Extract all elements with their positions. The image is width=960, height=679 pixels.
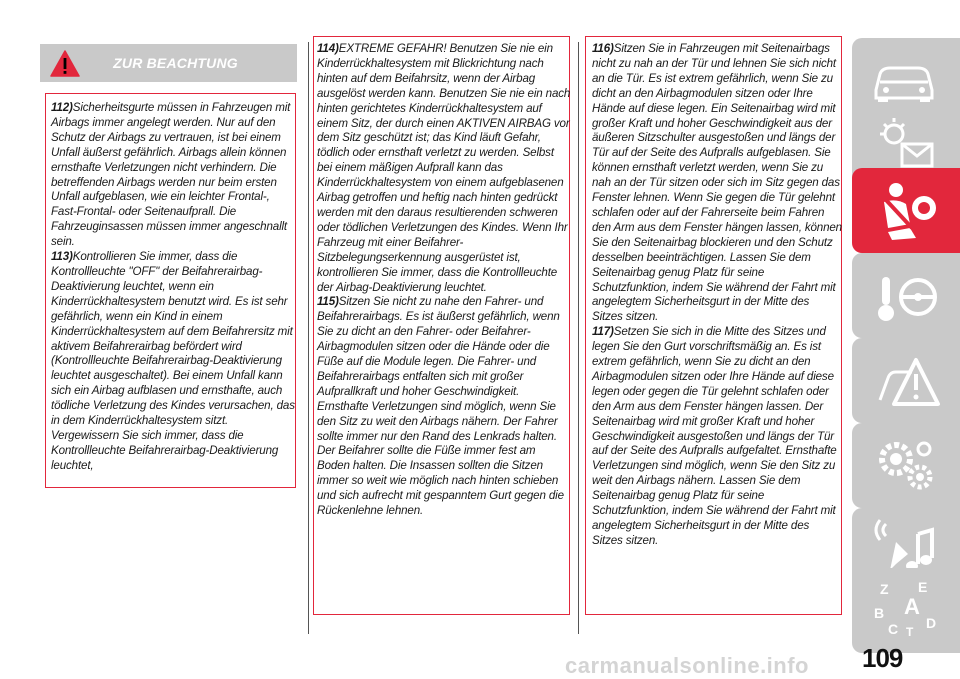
svg-text:T: T [906, 625, 914, 639]
note-113: 113)Kontrollieren Sie immer, dass die Kontrollleuchte "OFF" der Beifahrerairbag-Deaktivierung leuchtet, wenn ein Kinderrückhaltesystem benutzt wird. Es ist sehr gefährlich, wenn ein Kind in einem Kinderrückhaltesystem auf dem Beifahrersitz mit aktivem Beifahrerairbag befördert wird (Kontrollleuchte Beifahrerairbag-Deaktivierung leuchtet ausgeschaltet). Bei einem Unfall kann sich ein Airbag aufblasen und ernsthafte, auch tödliche Verletzung des Kindes verursachen, das in dem Kinderrückhaltesystem sitzt. Vergewissern Sie sich immer, dass die Kontrollleuchte Beifahrerairbag-Deaktivierung leuchtet, [51, 250, 295, 472]
note-112: 112)Sicherheitsgurte müssen in Fahrzeugen mit Airbags immer angelegt werden. Nur auf den Schutz der Airbags zu vertrauen, ist bei einem Unfall äußerst gefährlich. Airbags allein können ernsthafte Verletzungen nicht verhindern. Die betreffenden Airbags werden nur beim ersten Unfall aufgeblasen, wie ein leichter Frontal-, Fast-Frontal- oder Seitenaufprall. Die Fahrzeuginsassen müssen immer angeschnallt sein. [51, 101, 291, 249]
index-letters-icon [866, 578, 946, 642]
svg-text:D: D [926, 615, 937, 631]
warning-title: ZUR BEACHTUNG [113, 55, 238, 71]
note-114: 114)EXTREME GEFAHR! Benutzen Sie nie ein Kinderrückhaltesystem mit Blickrichtung nach hinten auf dem Beifahrsitz, wenn der Airbag ausgelöst werden kann. Benutzen Sie nie ein nach hinten gerichtetes Kinderrückhaltesystem auf einem Sitz, der durch einen AKTIVEN AIRBAG vor dem Sitz geschützt ist; das Kind läuft Gefahr, tödlich oder ernsthaft verletzt zu werden. Selbst bei einem mäßigen Aufprall kann das Kinderrückhaltesystem von einem aufgeblasenen Airbag getroffen und heftig nach hinten gedrückt werden mit den daraus resultierenden schweren oder tödlichen Verletzungen des Kindes. Wenn Ihr Fahrzeug mit einer Beifahrer-Sitzbelegungserkennung ausgerüstet ist, kontrollieren Sie immer, dass die Kontrollleuchte der Airbag-Deaktivierung leuchtet. [317, 42, 571, 294]
maintenance-gears-icon [866, 433, 946, 497]
tab-starting-driving[interactable] [852, 253, 960, 338]
svg-text:A: A [904, 594, 920, 619]
svg-text:E: E [918, 579, 928, 595]
column-divider [308, 42, 309, 634]
column-2-text [317, 42, 571, 519]
warning-header [40, 44, 297, 82]
svg-text:C: C [888, 621, 899, 637]
svg-text:Z: Z [880, 581, 889, 597]
column-divider [578, 42, 579, 634]
key-steering-wheel-icon [866, 263, 946, 327]
seatbelt-safety-icon [866, 178, 946, 242]
page-number: 109 [862, 643, 903, 673]
note-115: 115)Sitzen Sie nicht zu nahe den Fahrer- und Beifahrerairbags. Es ist äußerst gefährlich, wenn Sie zu dicht an den Fahrer- oder Beifahrer-Airbagmodulen sitzen oder die Hände oder die Füße auf die Module legen. Die Fahrer- und Beifahrerairbags entfalten sich mit großer Aufprallkraft und hoher Geschwindigkeit. Ernsthafte Verletzungen sind möglich, wenn Sie den Sitz zu weit den Airbags nähern. Der Fahrer sollte immer nur den Rand des Lenkrads halten. Der Beifahrer sollte die Füße immer fest am Boden halten. Die Insassen sollten die Sitzen immer so weit wie möglich nach hinten schieben und sich aufrecht mit gespanntem Gurt gegen die Rückenlehne lehnen. [317, 295, 564, 518]
column-3-text [592, 42, 842, 549]
note-117: 117)Setzen Sie sich in die Mitte des Sitzes und legen Sie den Gurt vorschriftsmäßig an. Es ist extrem gefährlich, wenn Sie zu dicht an den Airbagmodulen sitzen oder Ihre Hände auf diese legen oder gegen die Tür gelehnt schlafen oder den Arm aus dem Fenster hängen lassen. Der Seitenairbag wird mit großer Kraft und hoher Geschwindigkeit ausgestoßen und längs der Tür auf der Seite des Aufpralls aufgefaltet. Ernsthafte Verletzungen sind möglich, wenn Sie den Sitz zu weit den Airbags nähern. Lassen Sie dem Seitenairbag genug Platz für seine Schutzfunktion, indem Sie während der Fahrt mit angelegtem Sicherheitsgurt in der Mitte des Sitzes sitzen. [592, 325, 837, 547]
note-116: 116)Sitzen Sie in Fahrzeugen mit Seitenairbags nicht zu nah an der Tür und lehnen Sie sich nicht an die Tür. Es ist extrem gefährlich, wenn Sie zu dicht an den Airbagmodulen sitzen oder Ihre Hände auf diese legen. Ein Seitenairbag wird mit großer Kraft und hoher Geschwindigkeit aus der äußeren Sitzschulter ausgestoßen und längs der Tür auf der Seite des Aufpralls aufgeblasen. Sie können ernsthaft verletzt werden, wenn Sie zu nah an der Tür sitzen oder sich im Sitz gegen das Fenster lehnen. Wenn Sie gegen die Tür gelehnt schlafen oder auf der Fahrerseite beim Fahren den Arm aus dem Fenster hängen lassen, können Sie den Seitenairbag blockieren und den Schutz desselben beeinträchtigen. Lassen Sie dem Seitenairbag genug Platz für seine Schutzfunktion, indem Sie während der Fahrt mit angelegtem Sicherheitsgurt in der Mitte des Sitzes sitzen. [592, 42, 842, 324]
column-1-text [51, 101, 295, 474]
tab-index[interactable] [852, 568, 960, 653]
dashboard-lights-icon [866, 112, 946, 176]
svg-text:B: B [874, 605, 885, 621]
tab-emergency[interactable] [852, 338, 960, 423]
tab-safety[interactable] [852, 168, 960, 253]
tab-maintenance[interactable] [852, 423, 960, 508]
roadside-emergency-icon [866, 348, 946, 412]
watermark: carmanualsonline.info [565, 653, 809, 678]
